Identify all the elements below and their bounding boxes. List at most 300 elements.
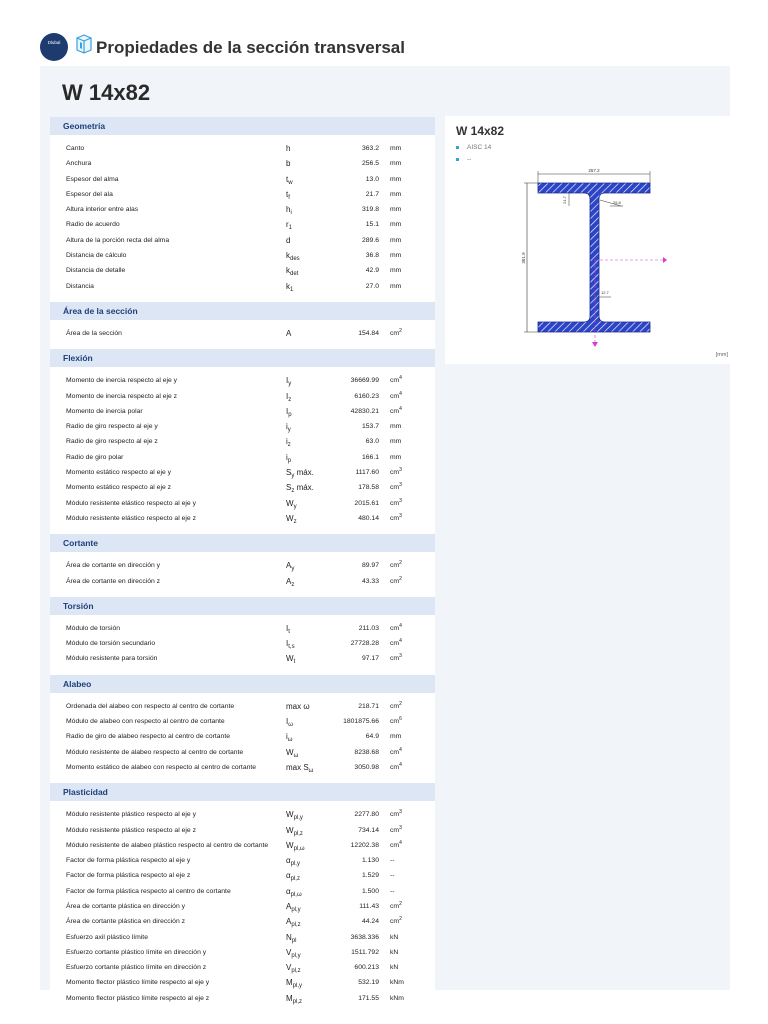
symbol-main: max S	[286, 762, 309, 772]
property-unit	[390, 389, 402, 405]
section-drawing-card	[445, 116, 730, 364]
property-unit	[390, 807, 402, 823]
property-description: Módulo resistente plástico respecto al eje y	[66, 811, 196, 819]
symbol-main: i	[286, 422, 288, 432]
symbol-subscript: det	[290, 271, 299, 278]
symbol-subscript: z	[288, 396, 292, 403]
property-value: 1.130	[361, 857, 379, 865]
unit-exponent: 2	[399, 560, 402, 567]
property-description: Módulo resistente elástico respecto al eje y	[66, 499, 196, 507]
unit-exponent: 3	[399, 809, 402, 816]
symbol-main: W	[286, 654, 294, 664]
symbol-main: i	[286, 732, 288, 742]
property-description: Momento estático de alabeo con respecto al centro de cortante	[66, 763, 257, 771]
symbol-main: I	[286, 623, 289, 633]
property-unit	[390, 326, 402, 342]
property-value: 480.14	[358, 514, 379, 522]
symbol-subscript: p	[287, 457, 292, 464]
unit-main: cm	[390, 811, 400, 819]
property-value: 3638.336	[350, 933, 379, 941]
dlubal-logo[interactable]	[40, 33, 68, 61]
unit-exponent: 4	[399, 405, 402, 412]
property-unit	[390, 141, 401, 156]
property-value: 13.0	[365, 175, 379, 183]
unit-main: kNm	[390, 994, 404, 1002]
property-value: 6160.23	[354, 392, 379, 400]
property-value: 12202.38	[350, 841, 379, 849]
property-value: 363.2	[361, 145, 379, 152]
property-row	[50, 156, 435, 171]
property-description: Distancia	[66, 282, 94, 290]
property-row	[50, 853, 435, 868]
unit-main: mm	[390, 190, 402, 198]
property-unit	[390, 960, 398, 975]
property-unit	[390, 699, 402, 715]
property-row	[50, 202, 435, 217]
property-symbol	[286, 141, 290, 156]
symbol-subscript: pl,z	[293, 830, 303, 837]
property-row	[50, 419, 435, 434]
unit-exponent: 4	[399, 761, 402, 768]
property-value: 532.19	[358, 979, 379, 987]
property-unit	[390, 419, 401, 434]
property-unit	[390, 450, 401, 465]
symbol-subscript: pl,y	[290, 861, 300, 868]
symbol-subscript: t,s	[288, 644, 295, 651]
property-row	[50, 621, 435, 636]
width-dim-label: 257.2	[588, 168, 600, 173]
symbol-subscript: y	[287, 427, 291, 434]
symbol-main: A	[286, 917, 292, 927]
web-dim-label: 12.7	[601, 290, 609, 295]
unit-main: cm	[390, 377, 400, 385]
unit-exponent: 6	[399, 716, 402, 723]
property-unit	[390, 496, 402, 512]
cross-section-icon	[75, 34, 93, 54]
symbol-main: i	[286, 452, 288, 462]
unit-exponent: 4	[399, 375, 402, 382]
height-dim-label: 361.9	[521, 252, 526, 264]
symbol-main: V	[286, 947, 292, 957]
property-description: Módulo resistente de alabeo respecto al centro de cortante	[66, 748, 244, 756]
unit-main: cm	[390, 469, 400, 477]
property-unit	[390, 511, 402, 527]
property-description: Módulo resistente para torsión	[66, 655, 158, 663]
property-description: Anchura	[66, 160, 92, 168]
property-unit	[390, 868, 395, 883]
property-symbol	[286, 279, 293, 296]
unit-exponent: 2	[399, 575, 402, 582]
symbol-subscript: pl,y	[291, 952, 301, 959]
unit-main: cm	[390, 763, 400, 771]
property-value: 89.97	[361, 562, 379, 570]
property-symbol	[286, 699, 310, 714]
property-unit	[390, 853, 395, 868]
symbol-subscript: y	[291, 566, 295, 573]
property-value: 734.14	[358, 826, 379, 834]
symbol-main: A	[286, 901, 292, 911]
property-value: 21.7	[365, 190, 379, 198]
symbol-subscript: y	[288, 381, 292, 388]
symbol-subscript: pl,ω	[290, 891, 302, 898]
symbol-subscript: pl,y	[292, 983, 303, 990]
property-description: Módulo resistente de alabeo plástico respecto al centro de cortante	[66, 841, 269, 849]
unit-main: cm	[390, 562, 400, 570]
property-description: Espesor del alma	[66, 175, 119, 183]
property-symbol	[286, 760, 313, 777]
property-unit	[390, 156, 401, 171]
symbol-main: d	[286, 235, 291, 245]
symbol-main: V	[286, 963, 292, 973]
unit-main: cm	[390, 329, 400, 337]
unit-main: mm	[390, 221, 402, 229]
symbol-main: I	[286, 639, 289, 649]
property-value: 166.1	[361, 453, 379, 461]
unit-main: mm	[390, 453, 402, 461]
property-value: 289.6	[361, 236, 379, 244]
unit-main: cm	[390, 514, 400, 522]
property-value: 15.1	[365, 221, 379, 229]
property-row	[50, 960, 435, 975]
property-row	[50, 651, 435, 666]
property-row	[50, 868, 435, 883]
property-description: Distancia de cálculo	[66, 252, 127, 260]
property-row	[50, 558, 435, 573]
symbol-main: A	[286, 561, 292, 571]
i-beam-drawing	[445, 116, 730, 364]
property-value: 2277.80	[354, 811, 379, 819]
top-bar	[0, 0, 768, 64]
symbol-subscript: z	[291, 581, 295, 588]
property-description: Factor de forma plástica respecto al centro de cortante	[66, 887, 231, 895]
property-unit	[390, 172, 401, 187]
unit-main: mm	[390, 267, 402, 275]
property-row	[50, 574, 435, 589]
symbol-subscript: ω	[308, 767, 314, 774]
group-header: Cortante	[50, 534, 435, 552]
property-unit	[390, 233, 401, 248]
symbol-subscript: pl	[291, 937, 297, 944]
group-header: Alabeo	[50, 675, 435, 693]
property-value: 111.43	[359, 902, 379, 910]
symbol-main: S	[286, 468, 292, 478]
property-row	[50, 991, 435, 1006]
property-symbol	[286, 233, 290, 248]
property-unit	[390, 621, 402, 637]
units-label: [mm]	[715, 352, 728, 358]
group-header: Torsión	[50, 597, 435, 615]
unit-main: mm	[390, 252, 402, 260]
group-header: Área de la sección	[50, 302, 435, 320]
symbol-subscript: ω	[288, 722, 293, 729]
property-description: Altura de la porción recta del alma	[66, 236, 170, 244]
property-description: Módulo resistente plástico respecto al eje z	[66, 826, 196, 834]
property-unit	[390, 373, 402, 389]
symbol-main: W	[286, 747, 294, 757]
property-row	[50, 434, 435, 449]
property-description: Momento de inercia polar	[66, 407, 143, 415]
symbol-main: I	[286, 391, 289, 401]
property-description: Área de cortante plástica en dirección y	[66, 902, 186, 910]
unit-main: cm	[390, 624, 400, 632]
property-description: Radio de giro respecto al eje y	[66, 423, 158, 431]
property-row	[50, 465, 435, 480]
unit-main: mm	[390, 423, 402, 431]
property-value: 27.0	[365, 282, 379, 290]
unit-main: cm	[390, 902, 400, 910]
property-value: 218.71	[358, 702, 379, 710]
symbol-subscript: t	[293, 659, 296, 666]
symbol-subscript: z	[287, 442, 291, 449]
property-symbol	[286, 511, 297, 528]
property-description: Módulo de torsión secundario	[66, 640, 156, 648]
symbol-subscript: z	[293, 518, 297, 525]
property-unit	[390, 202, 401, 217]
property-unit	[390, 945, 398, 960]
logo-text: Dlubal	[47, 40, 61, 45]
property-value: 44.24	[361, 918, 379, 926]
property-description: Momento de inercia respecto al eje y	[66, 377, 178, 385]
symbol-main: k	[286, 281, 290, 291]
property-description: Espesor del ala	[66, 190, 113, 198]
property-unit	[390, 217, 401, 232]
symbol-main: N	[286, 932, 292, 942]
property-value: 64.9	[365, 733, 379, 741]
symbol-main: W	[286, 513, 294, 523]
property-unit	[390, 930, 398, 945]
property-description: Momento de inercia respecto al eje z	[66, 392, 178, 400]
symbol-main: I	[286, 717, 289, 727]
group-header: Plasticidad	[50, 783, 435, 801]
unit-exponent: 4	[399, 622, 402, 629]
property-row	[50, 975, 435, 990]
property-symbol	[286, 991, 302, 1008]
property-description: Radio de acuerdo	[66, 221, 120, 229]
property-unit	[390, 434, 401, 449]
property-row	[50, 141, 435, 156]
property-row	[50, 496, 435, 511]
property-value: 178.58	[358, 484, 379, 492]
property-row	[50, 930, 435, 945]
property-row	[50, 807, 435, 822]
unit-main: cm	[390, 918, 400, 926]
symbol-subscript: f	[288, 194, 290, 201]
unit-main: kNm	[390, 979, 404, 987]
unit-main: cm	[390, 655, 400, 663]
property-symbol	[286, 651, 295, 668]
property-description: Momento flector plástico límite respecto al eje z	[66, 994, 210, 1002]
symbol-subscript: p	[288, 411, 292, 418]
property-unit	[390, 465, 402, 481]
property-value: 154.84	[358, 329, 379, 337]
unit-main: mm	[390, 175, 402, 183]
symbol-subscript: z	[291, 488, 295, 495]
symbol-main: M	[286, 993, 293, 1003]
property-value: 63.0	[365, 438, 379, 446]
property-description: Módulo de alabeo con respecto al centro de cortante	[66, 718, 225, 726]
unit-main: cm	[390, 748, 400, 756]
property-row	[50, 373, 435, 388]
property-row	[50, 511, 435, 526]
symbol-main: k	[286, 266, 290, 276]
unit-main: kN	[390, 948, 399, 956]
unit-main: kN	[390, 964, 399, 972]
symbol-main: i	[286, 437, 288, 447]
property-value: 8238.68	[354, 748, 379, 756]
property-unit	[390, 404, 402, 420]
unit-main: cm	[390, 826, 400, 834]
symbol-subscript: des	[290, 256, 300, 263]
property-row	[50, 187, 435, 202]
property-row	[50, 884, 435, 899]
property-row	[50, 838, 435, 853]
property-row	[50, 172, 435, 187]
property-description: Módulo de torsión	[66, 624, 121, 632]
property-value: 1117.60	[355, 469, 379, 477]
property-description: Radio de giro respecto al eje z	[66, 438, 158, 446]
property-symbol	[286, 156, 290, 171]
property-value: 36.8	[365, 252, 379, 260]
unit-main: cm	[390, 407, 400, 415]
property-description: Momento estático respecto al eje z	[66, 484, 172, 492]
property-description: Esfuerzo cortante plástico límite en dirección z	[66, 964, 207, 972]
unit-exponent: 3	[399, 482, 402, 489]
property-description: Radio de giro de alabeo respecto al centro de cortante	[66, 733, 230, 741]
property-unit	[390, 574, 402, 590]
symbol-main: M	[286, 978, 293, 988]
symbol-subscript: pl,z	[291, 922, 301, 929]
property-row	[50, 404, 435, 419]
property-row	[50, 636, 435, 651]
property-value: 42.9	[365, 267, 379, 275]
unit-main: --	[390, 857, 395, 865]
unit-exponent: 2	[399, 700, 402, 707]
unit-exponent: 2	[399, 916, 402, 923]
unit-main: cm	[390, 577, 400, 585]
property-row	[50, 217, 435, 232]
symbol-main: A	[286, 576, 292, 586]
symbol-main: W	[286, 825, 294, 835]
symbol-main: W	[286, 840, 294, 850]
drawing-title: W 14x82	[456, 124, 505, 138]
property-row	[50, 326, 435, 341]
unit-main: --	[390, 887, 395, 895]
symbol-subscript: i	[290, 210, 292, 217]
property-unit	[390, 248, 401, 263]
unit-main: cm	[390, 499, 400, 507]
property-unit	[390, 480, 402, 496]
property-value: 1.529	[361, 872, 379, 880]
property-row	[50, 233, 435, 248]
unit-exponent: 3	[399, 653, 402, 660]
unit-main: cm	[390, 718, 400, 726]
symbol-main: h	[286, 205, 291, 215]
property-row	[50, 899, 435, 914]
symbol-subscript: y	[291, 473, 295, 480]
unit-exponent: 3	[399, 824, 402, 831]
unit-main: cm	[390, 640, 400, 648]
unit-exponent: 3	[399, 497, 402, 504]
unit-main: cm	[390, 392, 400, 400]
unit-main: kN	[390, 933, 399, 941]
unit-exponent: 4	[399, 390, 402, 397]
property-unit	[390, 760, 402, 776]
property-unit	[390, 729, 401, 744]
symbol-main: t	[286, 189, 289, 199]
property-value: 3050.98	[354, 763, 379, 771]
unit-exponent: 3	[399, 467, 402, 474]
property-value: 97.17	[361, 655, 379, 663]
symbol-main: A	[286, 328, 292, 338]
symbol-main: k	[286, 251, 290, 261]
property-value: 2015.61	[354, 499, 379, 507]
page-title: Propiedades de la sección transversal	[96, 38, 405, 57]
property-value: 42830.21	[350, 407, 379, 415]
group-header: Flexión	[50, 349, 435, 367]
unit-exponent: 4	[399, 839, 402, 846]
property-row	[50, 823, 435, 838]
property-description: Área de cortante plástica en dirección z	[66, 918, 186, 926]
property-description: Ordenada del alabeo con respecto al centro de cortante	[66, 702, 235, 710]
property-value: 43.33	[361, 577, 379, 585]
property-unit	[390, 899, 402, 915]
property-value: 600.213	[354, 964, 379, 972]
property-value: 211.03	[358, 624, 379, 632]
symbol-subscript: pl,ω	[293, 845, 305, 852]
symbol-main: α	[286, 871, 291, 881]
property-description: Factor de forma plástica respecto al eje z	[66, 872, 191, 880]
property-row	[50, 729, 435, 744]
property-unit	[390, 838, 402, 854]
symbol-subscript: ω	[287, 737, 293, 744]
symbol-suffix: máx.	[294, 483, 314, 493]
property-value: 27728.28	[350, 640, 379, 648]
property-description: Factor de forma plástica respecto al eje y	[66, 857, 191, 865]
symbol-subscript: pl,y	[291, 906, 301, 913]
property-description: Módulo resistente elástico respecto al eje z	[66, 514, 196, 522]
property-symbol	[286, 574, 294, 591]
symbol-main: I	[286, 376, 289, 386]
property-unit	[390, 558, 402, 574]
symbol-subscript: pl,y	[293, 815, 303, 822]
unit-exponent: 4	[399, 638, 402, 645]
symbol-main: α	[286, 856, 291, 866]
unit-main: --	[390, 872, 395, 880]
property-row	[50, 480, 435, 495]
symbol-main: h	[286, 144, 291, 153]
property-row	[50, 945, 435, 960]
property-unit	[390, 884, 395, 899]
properties-table	[50, 117, 435, 1006]
property-unit	[390, 187, 401, 202]
symbol-main: t	[286, 174, 289, 184]
symbol-main: α	[286, 886, 291, 896]
property-value: 319.8	[361, 206, 379, 214]
property-row	[50, 263, 435, 278]
unit-exponent: 2	[399, 900, 402, 907]
property-description: Distancia de detalle	[66, 267, 126, 275]
symbol-subscript: t	[288, 628, 290, 635]
symbol-subscript: pl,z	[290, 876, 300, 883]
symbol-subscript: w	[288, 179, 293, 186]
property-value: 171.55	[358, 994, 379, 1002]
property-row	[50, 450, 435, 465]
symbol-main: I	[286, 406, 289, 416]
unit-main: cm	[390, 702, 400, 710]
property-description: Esfuerzo cortante plástico límite en dirección y	[66, 948, 207, 956]
property-description: Área de cortante en dirección z	[66, 577, 161, 585]
property-row	[50, 914, 435, 929]
